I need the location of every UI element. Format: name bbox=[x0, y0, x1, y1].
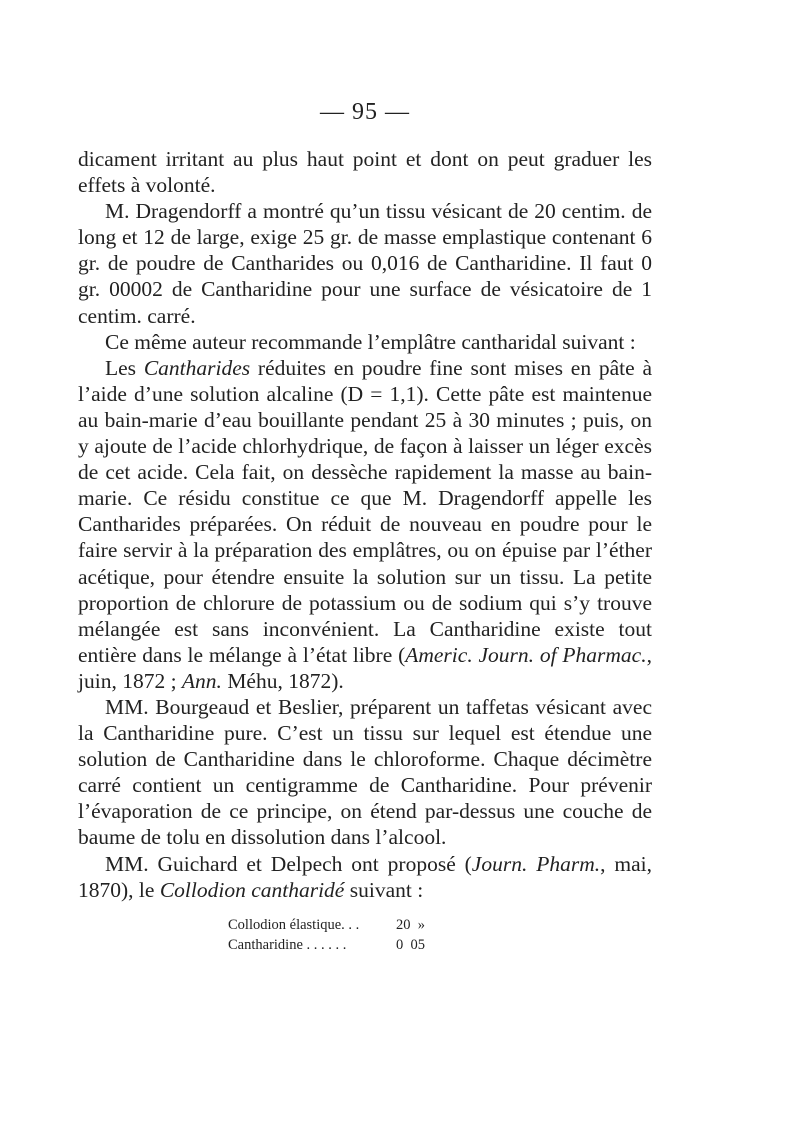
text-run: réduites en poudre fine sont mises en pâte à l’aide d’une solution alcaline (D = 1,1). Cette pâte est maintenue au bain-marie d’eau bouillante pendant 25 à 30 minutes ; puis, on y ajoute de l’acide chlorhydrique, de façon à laisser un léger excès de cet acide. Cela fait, on dessèche rapidement la masse au bain-marie. Ce résidu constitue ce que M. Dragendorff appelle les Cantharides préparées. On réduit de nouveau en poudre pour le faire servir à la préparation des emplâtres, ou on épuise par l’éther acétique, pour étendre ensuite la solution sur un tissu. La petite proportion de chlorure de potassium ou de sodium qui s’y trouve mélangée est sans inconvénient. La Cantharidine existe tout entière dans le mélange à l’état libre ( bbox=[78, 355, 652, 667]
italic-text: Cantharides bbox=[143, 355, 251, 380]
recipe-table bbox=[228, 915, 652, 955]
recipe-ingredient: Collodion élastique. . . bbox=[228, 916, 360, 933]
text-run: , juin, 1872 ; bbox=[78, 642, 652, 693]
recipe-quantity: 20 » bbox=[396, 916, 425, 933]
paragraph bbox=[78, 146, 652, 198]
text-run: M. Dragendorff a montré qu’un tissu vésicant de 20 centim. de long et 12 de large, exige 25 gr. de masse emplastique contenant 6 gr. de poudre de Cantharides ou 0,016 de Cantharidine. Il faut 0 gr. 00002 de Cantharidine pour une surface de vésicatoire de 1 centim. carré. bbox=[78, 199, 652, 328]
book-page bbox=[78, 96, 652, 955]
text-run: Les bbox=[105, 355, 144, 380]
paragraph bbox=[78, 355, 652, 694]
paragraph bbox=[78, 198, 652, 328]
italic-text: Collodion cantharidé bbox=[159, 877, 345, 902]
text-run: Méhu, 1872). bbox=[221, 668, 344, 693]
italic-text: Journ. Pharm. bbox=[471, 851, 601, 876]
body-text bbox=[78, 146, 652, 903]
recipe-ingredient: Cantharidine . . . . . . bbox=[228, 936, 347, 953]
recipe-row bbox=[228, 915, 652, 935]
text-run: Ce même auteur recommande l’emplâtre cantharidal suivant : bbox=[105, 329, 636, 354]
paragraph bbox=[78, 694, 652, 851]
italic-text: Ann. bbox=[181, 668, 222, 693]
text-run: MM. Bourgeaud et Beslier, préparent un taffetas vésicant avec la Cantharidine pure. C’est un tissu sur lequel est étendue une solution de Cantharidine dans le chloroforme. Chaque décimètre carré contient un centigramme de Cantharidine. Pour prévenir l’évaporation de ce principe, on étend par-dessus une couche de baume de tolu en dissolution dans l’alcool. bbox=[78, 694, 652, 850]
paragraph bbox=[78, 329, 652, 355]
recipe-row bbox=[228, 935, 652, 955]
paragraph bbox=[78, 851, 652, 903]
text-run: dicament irritant au plus haut point et dont on peut graduer les effets à volonté. bbox=[78, 147, 652, 198]
text-run: MM. Guichard et Delpech ont proposé ( bbox=[105, 851, 472, 876]
text-run: suivant : bbox=[344, 877, 424, 902]
page-number: — 95 — bbox=[320, 99, 410, 125]
text-run: , mai, 1870), le bbox=[78, 851, 653, 902]
italic-text: Americ. Journ. of Pharmac. bbox=[405, 642, 647, 667]
recipe-quantity: 0 05 bbox=[396, 936, 425, 953]
